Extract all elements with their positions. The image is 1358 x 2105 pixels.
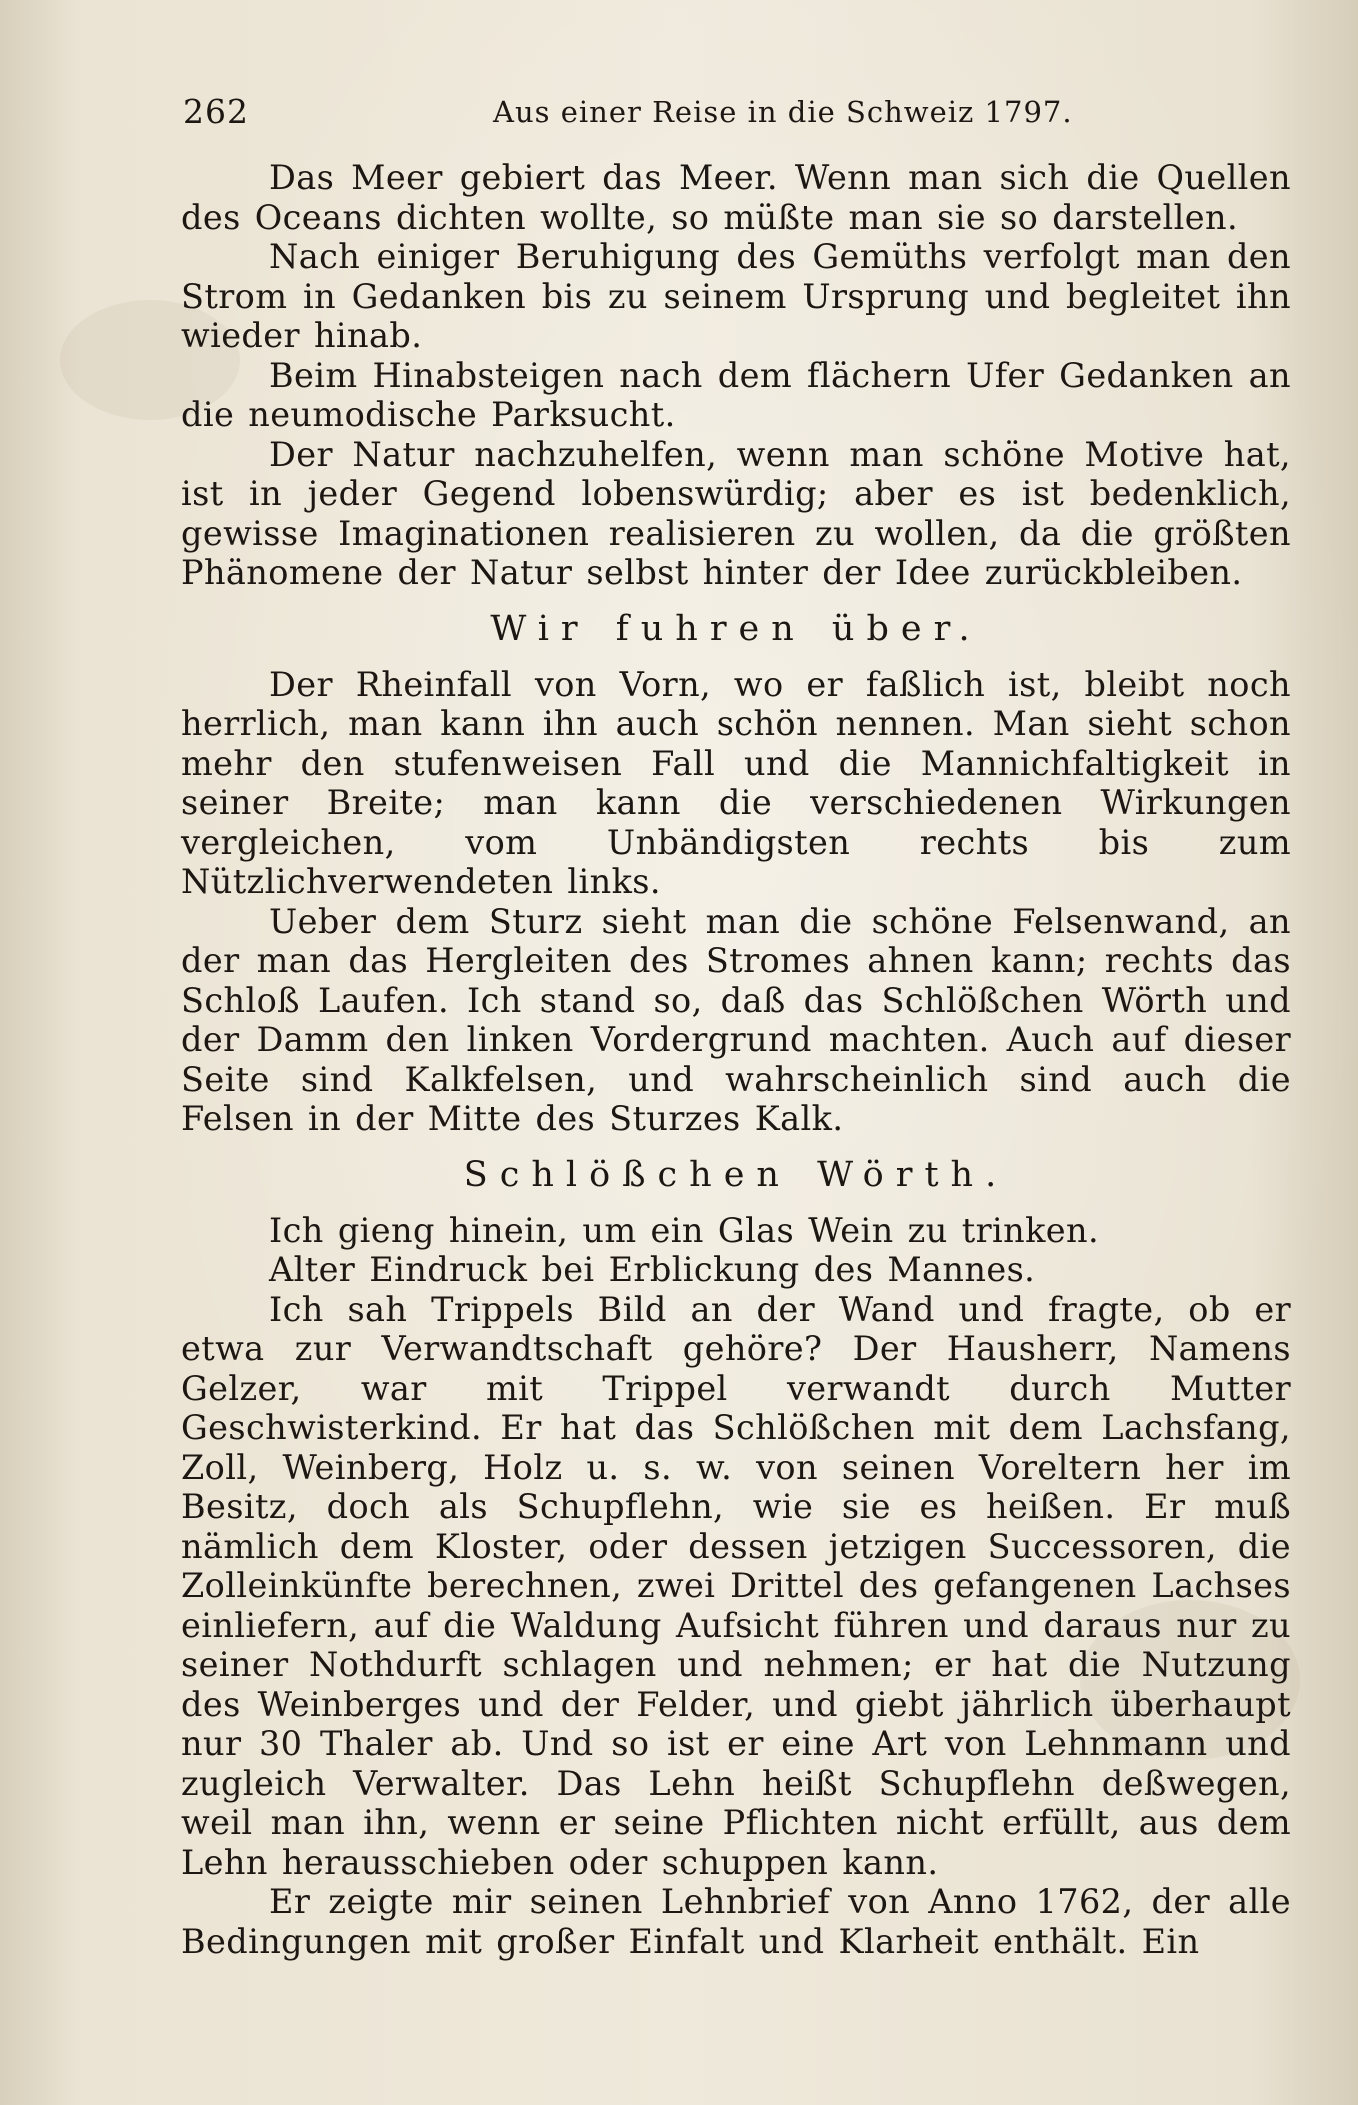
paragraph: Ueber dem Sturz sieht man die schöne Felsenwand, an der man das Hergleiten des Stromes ahnen kann; rechts das Schloß Laufen. Ich stand so, daß das Schlößchen Wörth und der Damm den linken Vordergrund machten. Auch auf dieser Seite sind Kalkfelsen, und wahrscheinlich sind auch die Felsen in der Mitte des Sturzes Kalk. [181,901,1291,1138]
paragraph: Er zeigte mir seinen Lehnbrief von Anno 1762, der alle Bedingungen mit großer Einfalt und Klarheit enthält. Ein [181,1882,1291,1961]
running-title: Aus einer Reise in die Schweiz 1797. [493,95,1073,129]
paragraph: Nach einiger Beruhigung des Gemüths verfolgt man den Strom in Gedanken bis zu seinem Ursprung und begleitet ihn wieder hinab. [181,237,1291,355]
paragraph: Ich sah Trippels Bild an der Wand und fragte, ob er etwa zur Verwandtschaft gehöre? Der Hausherr, Namens Gelzer, war mit Trippel verwandt durch Mutter Geschwisterkind. Er hat das Schlößchen mit dem Lachsfang, Zoll, Weinberg, Holz u. s. w. von seinen Voreltern her im Besitz, doch als Schupflehn, wie sie es heißen. Er muß nämlich dem Kloster, oder dessen jetzigen Successoren, die Zolleinkünfte berechnen, zwei Drittel des gefangenen Lachses einliefern, auf die Waldung Aufsicht führen und daraus nur zu seiner Nothdurft schlagen und nehmen; er hat die Nutzung des Weinberges und der Felder, und giebt jährlich überhaupt nur 30 Thaler ab. Und so ist er eine Art von Lehnmann und zugleich Verwalter. Das Lehn heißt Schupflehn deßwegen, weil man ihn, wenn er seine Pflichten nicht erfüllt, aus dem Lehn herausschieben oder schuppen kann. [181,1289,1291,1882]
section-heading: Wir fuhren über. [490,608,982,649]
paragraph: Ich gieng hinein, um ein Glas Wein zu trinken. [269,1210,1100,1250]
page-header [183,86,1283,138]
paragraph: Der Natur nachzuhelfen, wenn man schöne Motive hat, ist in jeder Gegend lobenswürdig; aber es ist bedenklich, gewisse Imaginationen realisieren zu wollen, da die größten Phänomene der Natur selbst hinter der Idee zurückbleiben. [181,434,1291,592]
paragraph: Beim Hinabsteigen nach dem flächern Ufer Gedanken an die neumodische Parksucht. [181,355,1291,434]
section-heading: Schlößchen Wörth. [463,1154,1009,1195]
paragraph: Alter Eindruck bei Erblickung des Mannes. [269,1250,1036,1289]
page-number: 262 [183,92,249,131]
paragraph: Das Meer gebiert das Meer. Wenn man sich die Quellen des Oceans dichten wollte, so müßte man sie so darstellen. [181,158,1291,237]
paragraph: Der Rheinfall von Vorn, wo er faßlich ist, bleibt noch herrlich, man kann ihn auch schön nennen. Man sieht schon mehr den stufenweisen Fall und die Mannichfaltigkeit in seiner Breite; man kann die verschiedenen Wirkungen vergleichen, vom Unbändigsten rechts bis zum Nützlichverwendeten links. [181,664,1291,901]
page-body [181,158,1291,1961]
